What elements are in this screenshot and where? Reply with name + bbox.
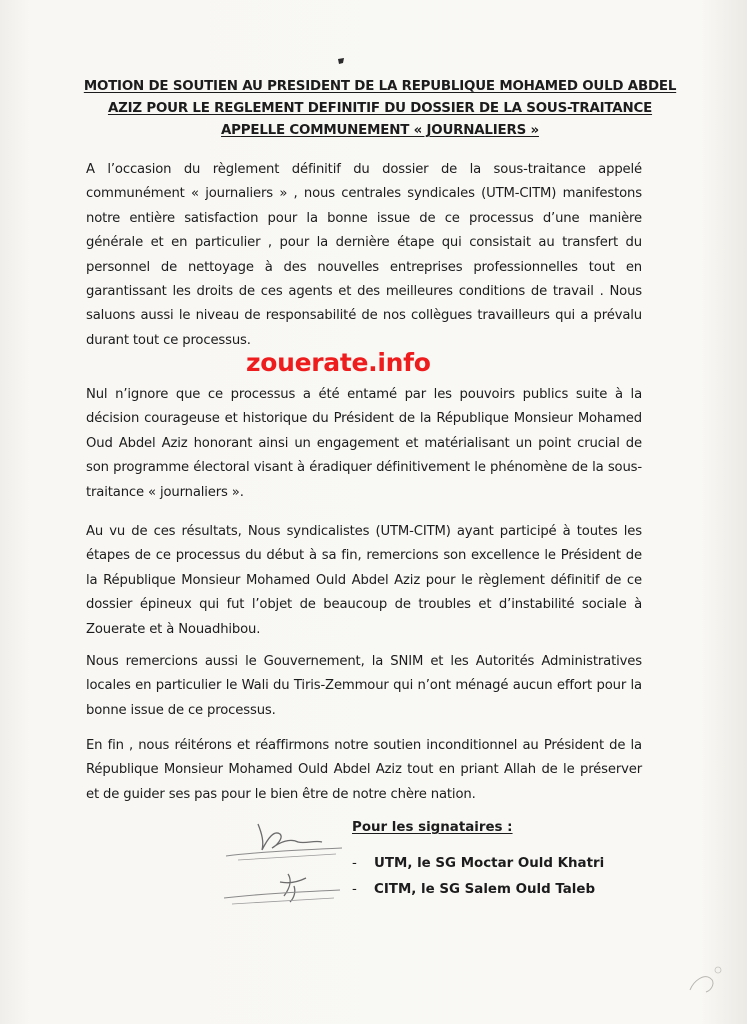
- scan-artifact: [680, 950, 730, 1000]
- document-title: MOTION DE SOUTIEN AU PRESIDENT DE LA REPUBLIQUE MOHAMED OULD ABDEL AZIZ POUR LE REGLEMENT DEFINITIF DU DOSSIER DE LA SOUS-TRAITANCE APPELLE COMMUNEMENT « JOURNALIERS »: [83, 79, 677, 138]
- signatory-dash: -: [352, 856, 357, 871]
- signatory-1: [352, 856, 604, 871]
- signatory-2: [352, 882, 595, 897]
- paragraph-1: A l’occasion du règlement définitif du dossier de la sous-traitance appelé communément « journaliers » , nous centrales syndicales (UTM-CITM) manifestons notre entière satisfaction pour la bonne issue de ce processus d’une manière générale et en particulier , pour la dernière étape qui consistait au transfert du personnel de nettoyage à des nouvelles entreprises professionnelles tout en garantissant les droits de ces agents et des meilleures conditions de travail . Nous saluons aussi le niveau de responsabilité de nos collègues travailleurs qui a prévalu durant tout ce processus.: [86, 162, 642, 348]
- signatory-name: CITM, le SG Salem Ould Taleb: [374, 882, 596, 897]
- signatories-header: Pour les signataires :: [352, 820, 513, 835]
- signatory-dash: -: [352, 882, 357, 897]
- paragraph-2: Nul n’ignore que ce processus a été entamé par les pouvoirs publics suite à la décision courageuse et historique du Président de la République Monsieur Mohamed Oud Abdel Aziz honorant ainsi un engagement et matérialisant un point crucial de son programme électoral visant à éradiquer définitivement le phénomène de la sous-traitance « journaliers ».: [86, 387, 642, 500]
- signature-2: [218, 866, 348, 910]
- watermark-text: zouerate.info: [246, 348, 431, 377]
- ink-mark: [336, 56, 346, 66]
- signatory-name: UTM, le SG Moctar Ould Khatri: [374, 856, 605, 871]
- paragraph-5: En fin , nous réitérons et réaffirmons notre soutien inconditionnel au Président de la République Monsieur Mohamed Ould Abdel Aziz tout en priant Allah de le préserver et de guider ses pas pour le bien être de notre chère nation.: [86, 738, 642, 802]
- paragraph-4: Nous remercions aussi le Gouvernement, la SNIM et les Autorités Administratives locales en particulier le Wali du Tiris-Zemmour qui n’ont ménagé aucun effort pour la bonne issue de ce processus.: [86, 654, 642, 718]
- paragraph-3: Au vu de ces résultats, Nous syndicalistes (UTM-CITM) ayant participé à toutes les étapes de ce processus du début à sa fin, remercions son excellence le Président de la République Monsieur Mohamed Ould Abdel Aziz pour le règlement définitif de ce dossier épineux qui fut l’objet de beaucoup de troubles et d’instabilité sociale à Zouerate et à Nouadhibou.: [86, 524, 642, 637]
- signature-1: [218, 812, 348, 864]
